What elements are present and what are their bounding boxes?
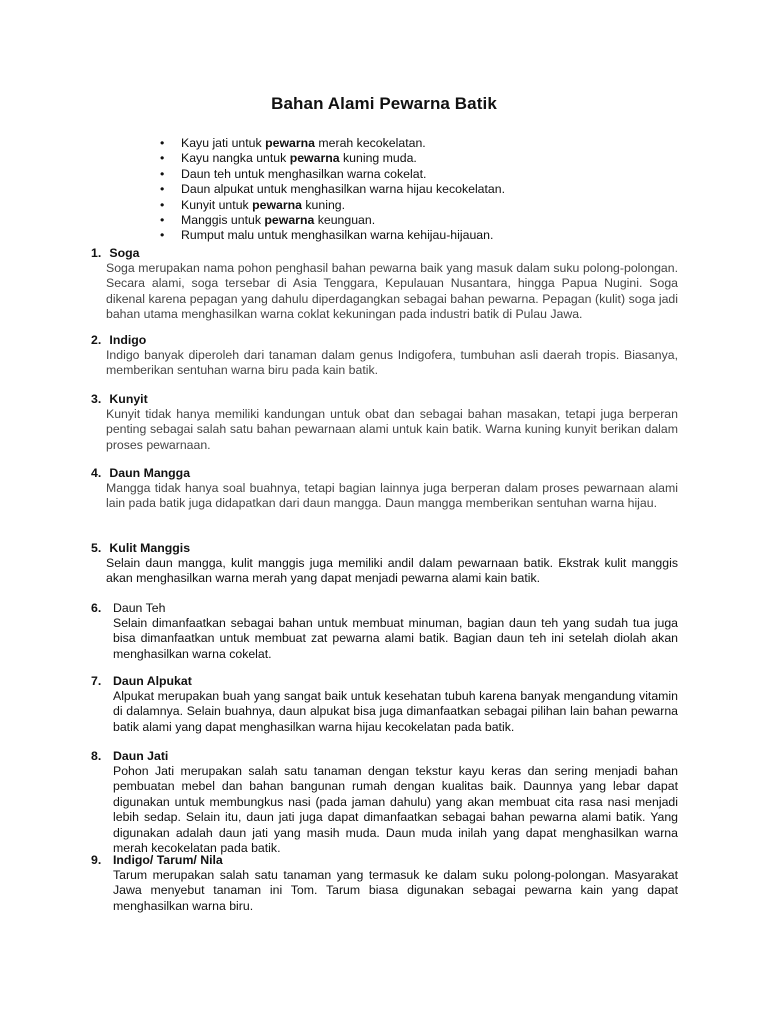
bullet-icon: • [160, 151, 165, 166]
list-item: • Rumput malu untuk menghasilkan warna kehijau-hijauan. [160, 228, 494, 243]
bullet-icon: • [160, 182, 165, 197]
bullet-icon: • [160, 136, 165, 150]
section-text: Kunyit tidak hanya memiliki kandungan untuk obat dan sebagai bahan masakan, tetapi juga berperan penting sebagai salah satu bahan pewarnaan alami untuk kain batik. Warna kuning kunyit berikan dalam proses pewarnaan. [106, 407, 678, 452]
document-title: Bahan Alami Pewarna Batik [271, 94, 497, 113]
section-heading: 1. Soga [91, 246, 140, 260]
section-daun-alpukat [91, 674, 678, 735]
list-item: • Daun alpukat untuk menghasilkan warna hijau kecokelatan. [160, 182, 506, 197]
section-indigo [91, 333, 678, 379]
section-text: Soga merupakan nama pohon penghasil bahan pewarna baik yang masuk dalam suku polong-polongan. Secara alami, soga tersebar di Asia Tenggara, Kepulauan Nusantara, hingga Papua Nugini. Soga dikenal karena pepagan yang dahulu diperdagangkan sebagai bahan pewarna. Pepagan (kulit) soga jadi bahan utama menghasilkan warna coklat kekuningan pada industri batik di Pulau Jawa. [106, 261, 678, 322]
section-indigo-tarum-nila [91, 853, 678, 914]
section-kulit-manggis [91, 541, 678, 587]
section-heading: 8. Daun Jati [91, 749, 169, 763]
section-daun-jati [91, 749, 678, 856]
bullet-icon: • [160, 212, 165, 227]
section-heading: 6. Daun Teh [91, 601, 166, 615]
section-daun-mangga [91, 466, 678, 512]
section-text: Pohon Jati merupakan salah satu tanaman dengan tekstur kayu keras dan sering menjadi bahan pembuatan mebel dan bahan bangunan rumah dengan kualitas baik. Daunnya yang lebar dapat digunakan untuk membungkus nasi (pada jaman dahulu) yang akan membuat cita rasa nasi menjadi lebih sedap. Selain itu, daun jati juga dapat dimanfaatkan sebagai bahan pewarna alami batik. Yang digunakan adalah daun jati yang masih muda. Daun muda inilah yang dapat menghasilkan warna merah kecokelatan pada batik. [113, 764, 678, 856]
section-heading: 2. Indigo [91, 333, 147, 347]
list-item: • Manggis untuk pewarna keunguan. [160, 212, 376, 227]
section-heading: 4. Daun Mangga [91, 466, 191, 480]
bullet-icon: • [160, 197, 165, 212]
section-soga [91, 246, 678, 323]
section-heading: 5. Kulit Manggis [91, 541, 191, 555]
section-kunyit [91, 392, 678, 453]
bullet-icon: • [160, 166, 165, 181]
section-text: Alpukat merupakan buah yang sangat baik untuk kesehatan tubuh karena banyak mengandung vitamin di dalamnya. Selain buahnya, daun alpukat bisa juga dimanfaatkan sebagai pilihan lain bahan pewarna batik alami yang dapat menghasilkan warna hijau kecokelatan pada batik. [113, 689, 678, 734]
section-text: Selain dimanfaatkan sebagai bahan untuk membuat minuman, bagian daun teh yang sudah tua juga bisa dimanfaatkan untuk membuat zat pewarna alami batik. Bagian daun teh ini setelah diolah akan menghasilkan warna cokelat. [113, 616, 678, 661]
section-daun-teh [91, 601, 678, 662]
bullet-icon: • [160, 228, 165, 243]
list-item: • Kayu nangka untuk pewarna kuning muda. [160, 151, 417, 166]
section-text: Tarum merupakan salah satu tanaman yang termasuk ke dalam suku polong-polongan. Masyarakat Jawa menyebut tanaman ini Tom. Tarum biasa digunakan sebagai pewarna kain yang dapat menghasilkan warna biru. [113, 868, 678, 913]
list-item: • Daun teh untuk menghasilkan warna cokelat. [160, 166, 427, 181]
section-heading: 9. Indigo/ Tarum/ Nila [91, 853, 223, 867]
dye-sources-list [160, 136, 505, 244]
section-heading: 3. Kunyit [91, 392, 148, 406]
section-heading: 7. Daun Alpukat [91, 674, 192, 688]
list-item: • Kunyit untuk pewarna kuning. [160, 197, 346, 212]
section-text: Mangga tidak hanya soal buahnya, tetapi bagian lainnya juga berperan dalam proses pewarnaan alami lain pada batik juga didapatkan dari daun mangga. Daun mangga memberikan sentuhan warna hijau. [106, 481, 678, 511]
section-text: Indigo banyak diperoleh dari tanaman dalam genus Indigofera, tumbuhan asli daerah tropis. Biasanya, memberikan sentuhan warna biru pada kain batik. [106, 348, 678, 378]
list-item: • Kayu jati untuk pewarna merah kecokelatan. [160, 136, 426, 150]
section-text: Selain daun mangga, kulit manggis juga memiliki andil dalam pewarnaan batik. Ekstrak kulit manggis akan menghasilkan warna merah yang dapat menjadi pewarna alami kain batik. [106, 556, 678, 586]
